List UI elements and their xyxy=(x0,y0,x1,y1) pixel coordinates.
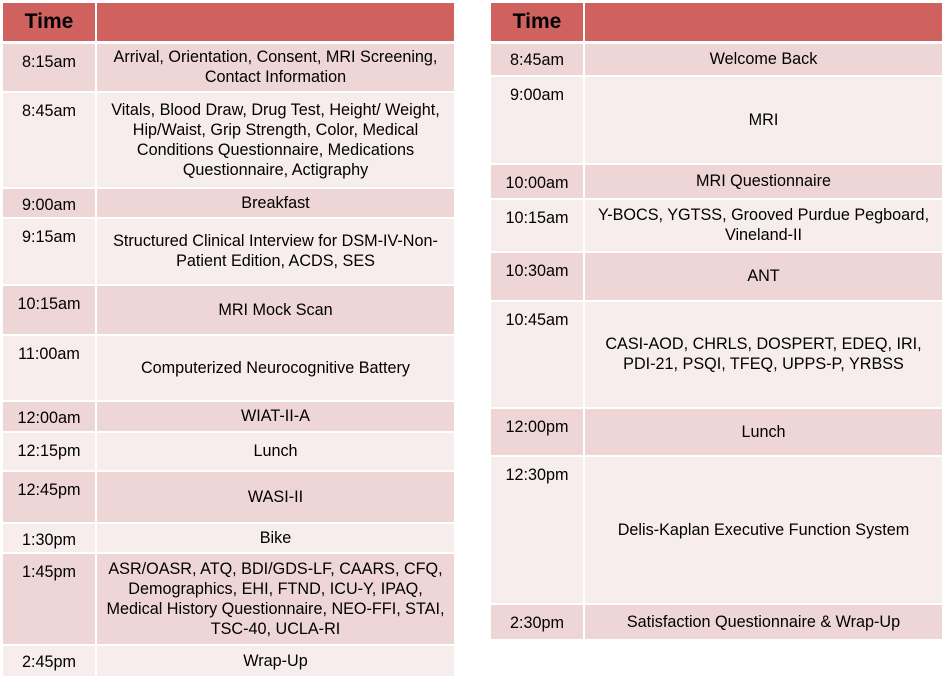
row-time: 12:00pm xyxy=(491,408,584,456)
schedule-row xyxy=(491,456,942,604)
row-activity: MRI Mock Scan xyxy=(96,285,454,335)
schedule-row xyxy=(491,199,942,252)
row-time: 10:00am xyxy=(491,164,584,199)
row-activity: Arrival, Orientation, Consent, MRI Screening, Contact Information xyxy=(96,43,454,92)
row-activity: ANT xyxy=(584,252,942,301)
row-activity: Structured Clinical Interview for DSM-IV-Non-Patient Edition, ACDS, SES xyxy=(96,218,454,285)
schedule-table-day-1 xyxy=(3,3,454,678)
row-activity: CASI-AOD, CHRLS, DOSPERT, EDEQ, IRI, PDI-21, PSQI, TFEQ, UPPS-P, YRBSS xyxy=(584,301,942,408)
activity-column-header xyxy=(584,3,942,43)
schedule-row xyxy=(3,188,454,218)
row-time: 10:15am xyxy=(491,199,584,252)
row-time: 9:15am xyxy=(3,218,96,285)
row-time: 12:15pm xyxy=(3,432,96,471)
row-time: 8:45am xyxy=(3,92,96,188)
schedule-row xyxy=(3,645,454,677)
row-time: 11:00am xyxy=(3,335,96,401)
row-activity: ASR/OASR, ATQ, BDI/GDS-LF, CAARS, CFQ, Demographics, EHI, FTND, ICU-Y, IPAQ, Medical History Questionnaire, NEO-FFI, STAI, TSC-40, UCLA-RI xyxy=(96,553,454,645)
row-time: 10:30am xyxy=(491,252,584,301)
time-column-header: Time xyxy=(491,3,584,43)
schedule-row xyxy=(3,523,454,553)
row-activity: Computerized Neurocognitive Battery xyxy=(96,335,454,401)
row-activity: Lunch xyxy=(584,408,942,456)
row-time: 12:00am xyxy=(3,401,96,432)
schedule-row xyxy=(3,432,454,471)
row-activity: Y-BOCS, YGTSS, Grooved Purdue Pegboard, Vineland-II xyxy=(584,199,942,252)
row-time: 1:30pm xyxy=(3,523,96,553)
row-activity: Breakfast xyxy=(96,188,454,218)
table-header-row xyxy=(491,3,942,43)
row-time: 10:45am xyxy=(491,301,584,408)
schedule-row xyxy=(491,76,942,164)
schedule-table-day-2 xyxy=(491,3,942,641)
schedule-row xyxy=(3,218,454,285)
schedule-row xyxy=(491,164,942,199)
row-activity: Wrap-Up xyxy=(96,645,454,677)
row-activity: Delis-Kaplan Executive Function System xyxy=(584,456,942,604)
schedule-row xyxy=(3,92,454,188)
row-time: 8:45am xyxy=(491,43,584,76)
row-activity: MRI Questionnaire xyxy=(584,164,942,199)
schedule-row xyxy=(3,43,454,92)
schedule-row xyxy=(3,335,454,401)
schedule-row xyxy=(3,471,454,523)
schedule-row xyxy=(491,301,942,408)
row-activity: Lunch xyxy=(96,432,454,471)
row-activity: Welcome Back xyxy=(584,43,942,76)
schedule-row xyxy=(491,252,942,301)
row-time: 12:45pm xyxy=(3,471,96,523)
schedule-row xyxy=(3,401,454,432)
row-time: 9:00am xyxy=(3,188,96,218)
schedule-row xyxy=(3,553,454,645)
table-header-row xyxy=(3,3,454,43)
row-activity: WASI-II xyxy=(96,471,454,523)
schedule-row xyxy=(491,43,942,76)
schedule-row xyxy=(3,285,454,335)
row-activity: MRI xyxy=(584,76,942,164)
row-time: 12:30pm xyxy=(491,456,584,604)
row-activity: Vitals, Blood Draw, Drug Test, Height/ Weight, Hip/Waist, Grip Strength, Color, Medical Conditions Questionnaire, Medications Questionnaire, Actigraphy xyxy=(96,92,454,188)
row-time: 8:15am xyxy=(3,43,96,92)
row-time: 10:15am xyxy=(3,285,96,335)
row-time: 2:30pm xyxy=(491,604,584,640)
row-time: 2:45pm xyxy=(3,645,96,677)
row-activity: Satisfaction Questionnaire & Wrap-Up xyxy=(584,604,942,640)
row-activity: Bike xyxy=(96,523,454,553)
row-activity: WIAT-II-A xyxy=(96,401,454,432)
time-column-header: Time xyxy=(3,3,96,43)
activity-column-header xyxy=(96,3,454,43)
row-time: 9:00am xyxy=(491,76,584,164)
row-time: 1:45pm xyxy=(3,553,96,645)
schedule-row xyxy=(491,604,942,640)
schedule-row xyxy=(491,408,942,456)
